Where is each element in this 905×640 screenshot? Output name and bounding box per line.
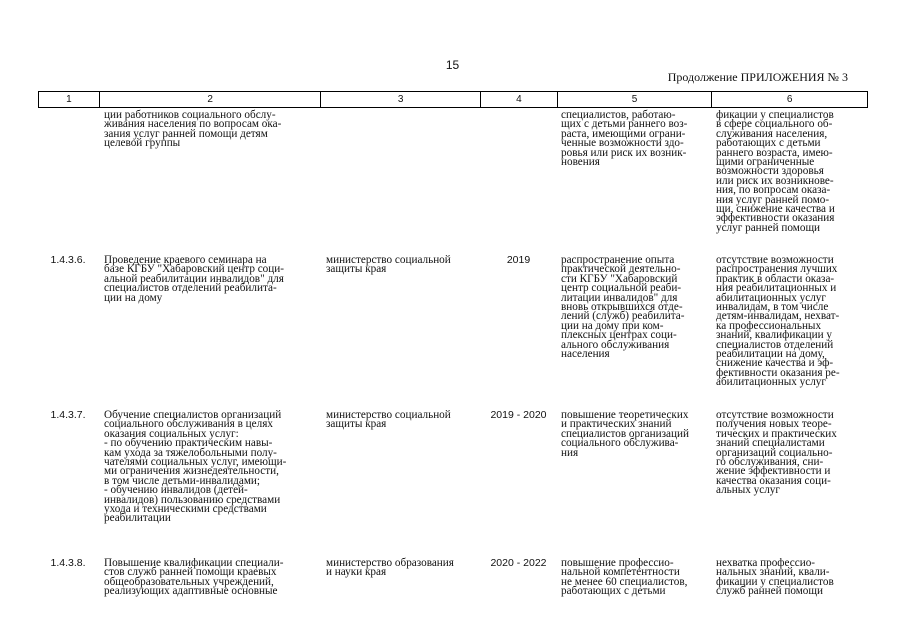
- result-cell: повышение профессио- нальной компетентности не менее 60 специалистов, работающих с детьми: [561, 557, 688, 598]
- row-number: [38, 111, 98, 233]
- appendix-continuation-label: Продолжение ПРИЛОЖЕНИЯ № 3: [667, 70, 848, 84]
- responsible-cell: министерство социальной защиты края: [326, 409, 451, 431]
- result-cell: специалистов, работаю- щих с детьми раннего воз- раста, имеющими ограни- ченные возможности здо- ровья или риск их возник- новения: [561, 109, 688, 169]
- column-header-6: 6: [711, 92, 867, 107]
- row-number: 1.4.3.7.: [50, 409, 86, 421]
- consequence-cell: отсутствие возможности распространения лучших практик в области оказа- ния реабилитационных и абилитационных услуг инвалидам, в том числе детям-инвалидам, нехват- ка профессиональных знаний, квалификации у специалистов отделений реабилитации на дому, снижение качества и эф- фективности оказания ре- абилитационных услуг: [716, 254, 840, 389]
- row-number: 1.4.3.6.: [50, 254, 86, 266]
- row-number: 1.4.3.8.: [50, 557, 86, 569]
- consequence-cell: фикации у специалистов в сфере социального об- служивания населения, работающих с детьми раннего возраста, имею- щими ограниченные возможности здоровья или риск их возникнове- ния, по вопросам оказа- ния услуг ранней помо- щи, снижение качества и эффективности оказания услуг ранней помощи: [716, 109, 835, 234]
- period-cell: 2019 - 2020: [490, 409, 547, 421]
- column-header-2: 2: [99, 92, 320, 107]
- table-row: [38, 111, 868, 233]
- column-header-3: 3: [320, 92, 480, 107]
- table-row: [38, 256, 868, 388]
- table-row: [38, 559, 868, 597]
- activity-cell: Проведение краевого семинара на базе КГБУ "Хабаровский центр соци- альной реабилитации инвалидов" для специалистов отделений реабилита- ции на дому: [104, 254, 284, 304]
- responsible-cell: министерство образования и науки края: [326, 557, 454, 579]
- column-header-4: 4: [480, 92, 557, 107]
- responsible-cell: [320, 111, 480, 233]
- table-row: [38, 411, 868, 524]
- activity-cell: Обучение специалистов организаций социального обслуживания в целях оказания социальных услуг: - по обучению практическим навы- кам ухода за тяжелобольными полу- чателями социальных услуг, имеющи- ми ограничения жизнедеятельности, в том числе детьми-инвалидами; - обучению инвалидов (детей- инвалидов) пользованию средствами ухода и техническими средствами реабилитации: [104, 409, 287, 525]
- table-header-row: [38, 91, 868, 108]
- page-number: 15: [445, 58, 460, 72]
- responsible-cell: министерство социальной защиты края: [326, 254, 451, 276]
- column-header-5: 5: [557, 92, 712, 107]
- activity-cell: ции работников социального обслу- живания населения по вопросам ока- зания услуг ранней помощи детям целевой группы: [104, 109, 282, 150]
- period-cell: 2019: [506, 254, 531, 266]
- consequence-cell: отсутствие возможности получения новых теоре- тических и практических знаний специалистами организаций социально- го обслуживания, сни- жение эффективности и качества оказания соци- альных услуг: [716, 409, 837, 497]
- result-cell: повышение теоретических и практических знаний специалистов организаций социального обслужива- ния: [561, 409, 689, 459]
- period-cell: 2020 - 2022: [490, 557, 547, 569]
- result-cell: распространение опыта практической деятельно- сти КГБУ "Хабаровский центр социальной реаби- литации инвалидов" для вновь открывшихся отде- лений (служб) реабилита- ции на дому при ком- плексных центрах соци- ального обслуживания населения: [561, 254, 685, 361]
- consequence-cell: нехватка профессио- нальных знаний, квали- фикации у специалистов служб ранней помощи: [716, 557, 834, 598]
- period-cell: [480, 111, 557, 233]
- column-header-1: 1: [66, 94, 72, 105]
- activity-cell: Повышение квалификации специали- стов служб ранней помощи краевых общеобразовательных учреждений, реализующих адаптивные основные: [104, 557, 284, 598]
